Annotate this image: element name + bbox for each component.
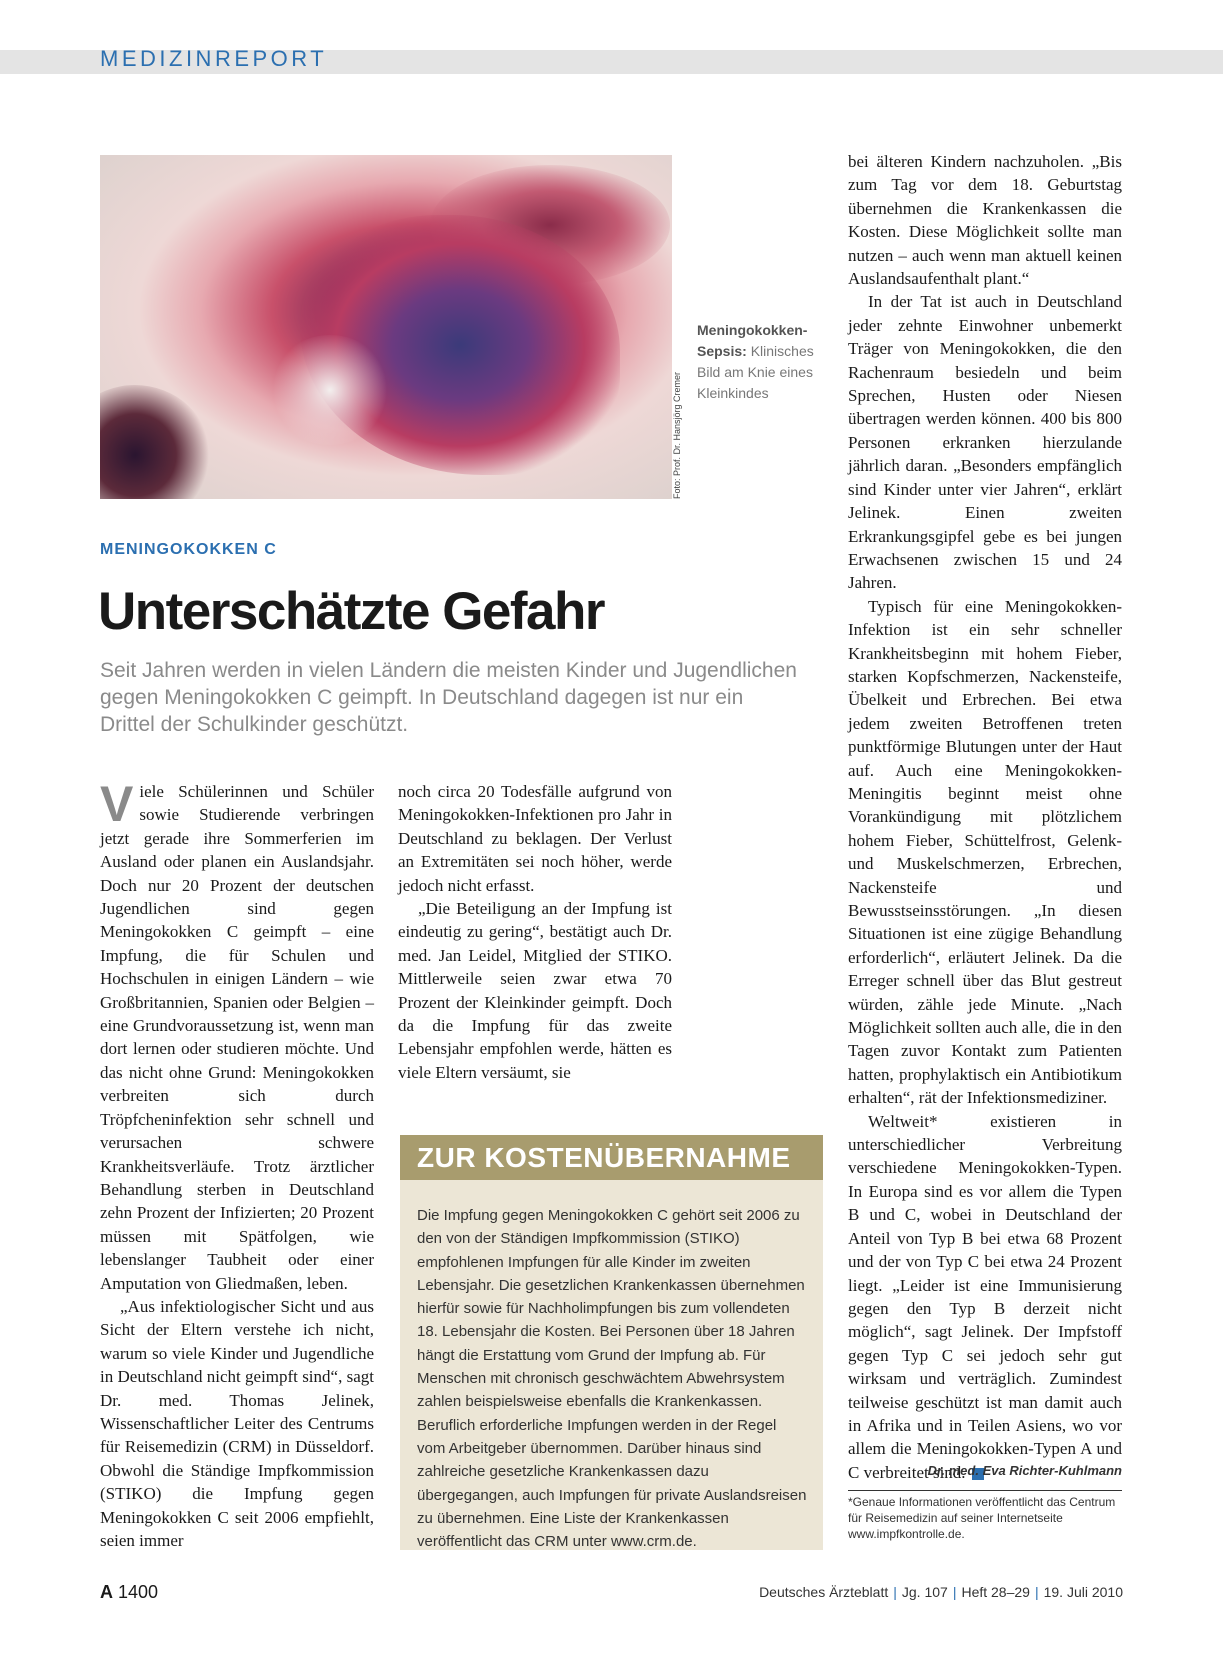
caption-text: Klinisches Bild am Knie eines Kleinkindes: [697, 343, 814, 401]
caption-bold: Meningokokken-Sepsis:: [697, 322, 808, 359]
journal-name: Deutsches Ärzteblatt: [759, 1584, 889, 1600]
paragraph: bei älteren Kindern nachzuholen. „Bis zum Tag vor dem 18. Geburtstag übernehmen die Krankenkassen die Kosten. Diese Möglichkeit sollte man nutzen – auch wenn man aktuell keinen Auslandsaufenthalt plant.“: [848, 152, 1122, 289]
journal-info: Deutsches Ärzteblatt | Jg. 107 | Heft 28–29 | 19. Juli 2010: [759, 1584, 1123, 1600]
journal-volume: Jg. 107: [901, 1584, 948, 1600]
photo-credit: Foto: Prof. Dr. Hansjörg Cremer: [672, 371, 682, 499]
paragraph: noch circa 20 Todesfälle aufgrund von Meningokokken-Infektionen pro Jahr in Deutschland zu beklagen. Der Verlust an Extremitäten sei noch höher, werde jedoch nicht erfasst.: [398, 782, 672, 895]
journal-issue: Heft 28–29: [961, 1584, 1030, 1600]
article-teaser: Seit Jahren werden in vielen Ländern die meisten Kinder und Jugendlichen gegen Meningokokken C geimpft. In Deutschland dagegen ist nur ein Drittel der Schulkinder geschützt.: [100, 659, 797, 736]
sidebar-box-title: ZUR KOSTENÜBERNAHME: [400, 1135, 823, 1180]
text-column-2: [398, 780, 672, 1084]
paragraph-text: iele Schülerinnen und Schüler sowie Studierende verbringen jetzt gerade ihre Sommerferien im Ausland oder planen ein Auslandsjahr. Doch nur 20 Prozent der deutschen Jugendlichen sind gegen Meningokokken C geimpft – eine Impfung, die für Schulen und Hochschulen in einigen Ländern – wie Großbritannien, Spanien oder Belgien – eine Grundvoraussetzung ist, wenn man dort lernen oder studieren möchte. Und das nicht ohne Grund: Meningokokken verbreiten sich durch Tröpfcheninfektion sehr schnell und verursachen schwere Krankheitsverläufe. Trotz ärztlicher Behandlung sterben in Deutschland zehn Prozent der Infizierten; 20 Prozent müssen mit Spätfolgen, wie lebenslanger Taubheit oder einer Amputation von Gliedmaßen, leben.: [100, 782, 374, 1293]
section-label: MEDIZINREPORT: [100, 46, 328, 71]
author-byline: Dr. med. Eva Richter-Kuhlmann: [927, 1463, 1122, 1478]
footnote: *Genaue Informationen veröffentlicht das Centrum für Reisemedizin auf seiner Internetseite www.impfkontrolle.de.: [848, 1495, 1116, 1541]
paragraph: Typisch für eine Meningokokken-Infektion ist ein sehr schneller Krankheitsbeginn mit hohem Fieber, starken Kopfschmerzen, Nackensteife, Übelkeit und Erbrechen. Bei etwa jedem zweiten Betroffenen treten punktförmige Blutungen unter der Haut auf. Auch eine Meningokokken-Meningitis beginnt meist ohne Vorankündigung mit plötzlichem hohem Fieber, Schüttelfrost, Gelenk- und Muskelschmerzen, Erbrechen, Nackensteife und Bewusstseinsstörungen. „In diesen Situationen ist eine zügige Behandlung erforderlich“, erläutert Jelinek. Da die Erreger schnell über das Blut gestreut würden, zähle jede Minute. „Nach Möglichkeit sollten auch alle, die in den Tagen zuvor Kontakt zum Patienten hatten, prophylaktisch ein Antibiotikum erhalten“, rät der Infektionsmediziner.: [848, 596, 1122, 1108]
paragraph: [848, 1110, 1122, 1485]
paragraph-text: Weltweit* existieren in unterschiedlicher Verbreitung verschiedene Meningokokken-Typen. In Europa sind es vor allem die Typen B und C, wobei in Deutschland der Anteil von Typ B bei etwa 68 Prozent und der von Typ C bei etwa 24 Prozent liegt. „Leider ist eine Immunisierung gegen den Typ B derzeit nicht möglich“, sagt Jelinek. Der Impfstoff gegen Typ C sei jedoch sehr gut wirksam und verträglich. Zumindest teilweise geschützt ist man damit auch in Afrika und in Teilen Asiens, wo vor allem die Meningokokken-Typen A und C verbreitet sind.: [848, 1111, 1122, 1482]
article-photo: [100, 155, 672, 499]
photo-caption: [697, 320, 817, 404]
text-column-1: [100, 776, 374, 1552]
page-prefix: A: [100, 1582, 113, 1602]
sidebar-box: [400, 1135, 823, 1550]
paragraph: In der Tat ist auch in Deutschland jeder zehnte Einwohner unbemerkt Träger von Meningokokken, die den Rachenraum besiedeln und beim Sprechen, Husten oder Niesen übertragen werden können. 400 bis 800 Personen erkranken hierzulande jährlich daran. „Besonders empfänglich sind Kinder unter vier Jahren“, erklärt Jelinek. Einen zweiten Erkrankungsgipfel gebe es bei jungen Erwachsenen zwischen 15 und 24 Jahren.: [848, 292, 1122, 593]
paragraph: „Aus infektiologischer Sicht und aus Sicht der Eltern verstehe ich nicht, warum so viele Kinder und Jugendliche in Deutschland nicht geimpft sind“, sagt Dr. med. Thomas Jelinek, Wissenschaftlicher Leiter des Centrums für Reisemedizin (CRM) in Düsseldorf. Obwohl die Ständige Impfkommission (STIKO) die Impfung gegen Meningokokken C seit 2006 empfiehlt, seien immer: [100, 1296, 374, 1550]
article-headline: Unterschätzte Gefahr: [98, 582, 605, 641]
page-number-value: 1400: [118, 1582, 159, 1602]
drop-cap: V: [100, 776, 134, 832]
journal-date: 19. Juli 2010: [1043, 1584, 1123, 1600]
page-number: [100, 1582, 158, 1603]
paragraph: [100, 776, 374, 1295]
paragraph: „Die Beteiligung an der Impfung ist eindeutig zu gering“, bestätigt auch Dr. med. Jan Leidel, Mitglied der STIKO. Mittlerweile seien zwar etwa 70 Prozent der Kleinkinder geimpft. Doch da die Impfung für das zweite Lebensjahr empfohlen werde, hätten es viele Eltern versäumt, sie: [398, 899, 672, 1082]
article-kicker: MENINGOKOKKEN C: [100, 541, 277, 558]
sidebar-box-text: Die Impfung gegen Meningokokken C gehört seit 2006 zu den von der Ständigen Impfkommission (STIKO) empfohlenen Impfungen für alle Kinder im zweiten Lebensjahr. Die gesetzlichen Krankenkassen übernehmen hierfür sowie für Nachholimpfungen bis zum vollendeten 18. Lebensjahr die Kosten. Bei Personen über 18 Jahren hängt die Erstattung vom Grund der Impfung ab. Für Menschen mit chronisch geschwächtem Abwehrsystem zahlen beispielsweise ebenfalls die Krankenkassen. Beruflich erforderliche Impfungen werden in der Regel vom Arbeitgeber übernommen. Darüber hinaus sind zahlreiche gesetzliche Krankenkassen dazu übergegangen, auch Impfungen für private Auslandsreisen zu übernehmen. Eine Liste der Krankenkassen veröffentlicht das CRM unter www.crm.de.: [417, 1207, 807, 1551]
footnote-divider: [848, 1490, 1122, 1491]
text-column-3: [848, 150, 1122, 1484]
